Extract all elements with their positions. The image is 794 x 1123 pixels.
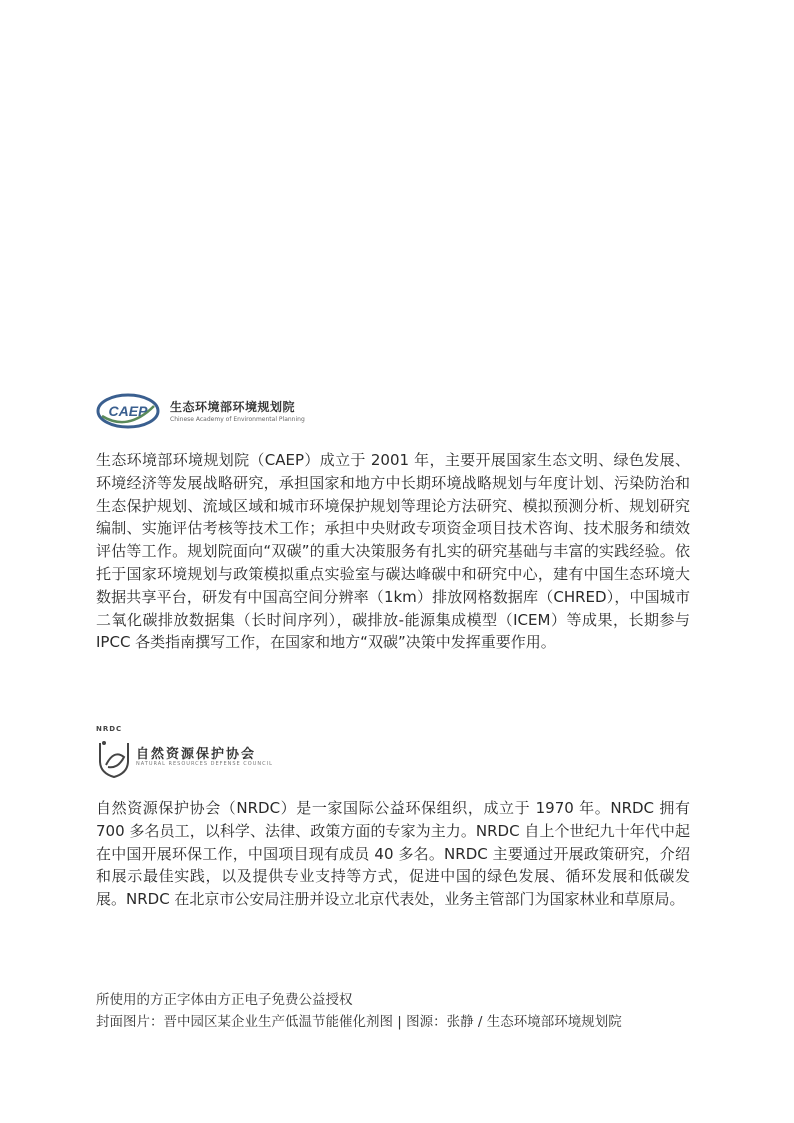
cover-image-credit: 封面图片：晋中园区某企业生产低温节能催化剂图 | 图源：张静 / 生态环境部环境规划院 (96, 1014, 622, 1030)
caep-logo-text: CAEP (108, 403, 148, 419)
caep-description: 生态环境部环境规划院（CAEP）成立于 2001 年，主要开展国家生态文明、绿色发展、环境经济等发展战略研究，承担国家和地方中长期环境战略规划与年度计划、污染防治和生态保护规划、流域区域和城市环境保护规划等理论方法研究、模拟预测分析、规划研究编制、实施评估考核等技术工作；承担中央财政专项资金项目技术咨询、技术服务和绩效评估等工作。规划院面向“双碳”的重大决策服务有扎实的研究基础与丰富的实践经验。依托于国家环境规划与政策模拟重点实验室与碳达峰碳中和研究中心，建有中国生态环境大数据共享平台，研发有中国高空间分辨率（1km）排放网格数据库（CHRED），中国城市二氧化碳排放数据集（长时间序列），碳排放-能源集成模型（ICEM）等成果，长期参与 IPCC 各类指南撰写工作，在国家和地方“双碳”决策中发挥重要作用。 (96, 451, 690, 652)
caep-name-en: Chinese Academy of Environmental Planning (170, 416, 305, 423)
font-license-credit: 所使用的方正字体由方正电子免费公益授权 (96, 992, 353, 1008)
nrdc-acronym: NRDC (96, 725, 123, 733)
nrdc-name-en: NATURAL RESOURCES DEFENSE COUNCIL (136, 761, 273, 767)
credits (96, 989, 696, 1033)
nrdc-emblem-icon (96, 735, 132, 779)
nrdc-description: 自然资源保护协会（NRDC）是一家国际公益环保组织，成立于 1970 年。NRDC 拥有 700 多名员工，以科学、法律、政策方面的专家为主力。NRDC 自上个世纪九十年代中起在中国开展环保工作，中国项目现有成员 40 多名。NRDC 主要通过开展政策研究，介绍和展示最佳实践，以及提供专业支持等方式，促进中国的绿色发展、循环发展和低碳发展。NRDC 在北京市公安局注册并设立北京代表处，业务主管部门为国家林业和草原局。 (96, 799, 690, 909)
caep-name-cn: 生态环境部环境规划院 (170, 400, 296, 414)
nrdc-logo (96, 725, 396, 785)
caep-logo (96, 392, 396, 432)
caep-emblem-icon (96, 392, 160, 430)
nrdc-name-cn: 自然资源保护协会 (136, 747, 257, 762)
